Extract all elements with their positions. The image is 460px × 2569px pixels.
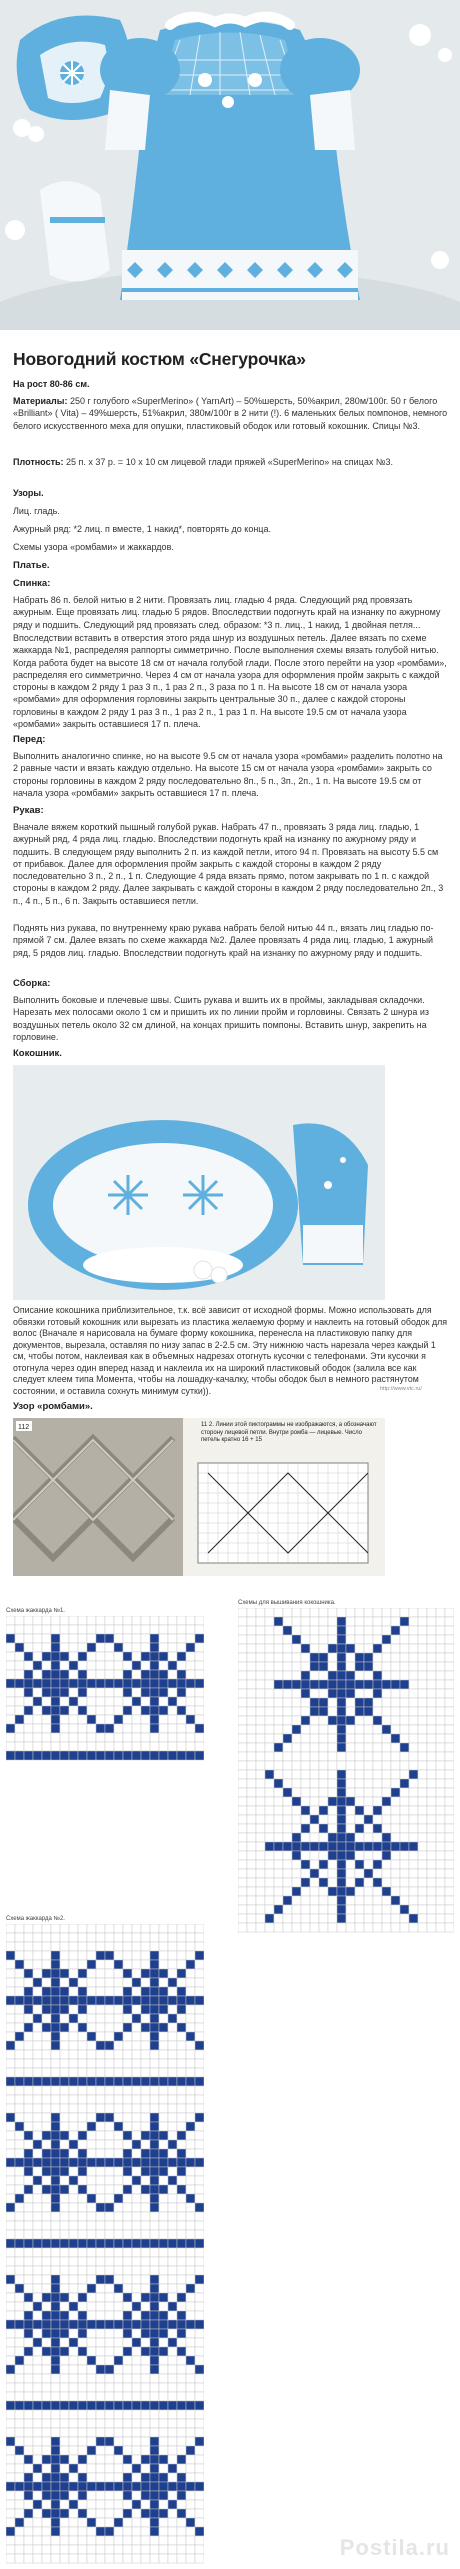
url-stamp: http://www.vtc.ru/ [380,1386,422,1392]
density-label: Плотность: [13,457,64,467]
book-caption: 11 2. Линии этой пиктограммы не изображаются, а обозначают сторону лицевой петли. Внутри ромба — лицевые. Число петель кратно 16 + 15 [201,1422,377,1443]
density-text: 25 п. х 37 р. = 10 х 10 см лицевой глади пряжей «SuperMerino» на спицах №3. [66,457,394,467]
patterns-heading: Узоры. [13,488,44,498]
sleeve-text: Вначале вяжем короткий пышный голубой рукав. Набрать 47 п., провязать 3 ряда лиц. гладью, 1 ажурный ряд, 4 ряда лиц. гладью. Впоследствии подогнуть край на изнанку по ажурному ряду и подшить. В следующем ряду выполнить 2 п. из каждой петли, итого 94 п. Провязать на высоту 5.5 см от прибавок. Далее для оформления пройм закрыть с каждой стороны в каждом 2 ряду последовательно 3 п., 2 п., 1 п. Следующие 4 ряда вязать прямо, потом закрывать по 1 п. с каждой стороны в каждом 2 ряду. Далее закрывать с каждой стороны в каждом 2 ряду последовательно 2п., 3 п., 4 п., 5 п., 6 п. Закрыть оставшиеся петли. [13,822,444,906]
pattern-item-1: Лиц. гладь. [13,506,60,516]
front-heading: Перед: [13,734,46,745]
back-text: Набрать 86 п. белой нитью в 2 нити. Провязать лиц. гладью 4 ряда. Следующий ряд провязать ажурным. Еще провязать лиц. гладью 5 рядов. Впоследствии подогнуть край на изнанку по ажурному ряду и подшить. Следующий ряд провязать след. образом: *3 п. лиц., 1 накид, 1 двойная петля... [13,595,441,630]
kokoshnik-embroidery-chart [238,1608,454,1938]
density-paragraph [13,456,449,468]
assembly-heading: Сборка: [13,978,51,989]
back-heading: Спинка: [13,578,51,589]
materials-paragraph [13,395,449,432]
rhombus-heading: Узор «ромбами». [13,1401,93,1412]
pattern-item-2: Ажурный ряд: *2 лиц. п вместе, 1 накид*, повторять до конца. [13,524,271,534]
chart2-title: Схема жаккарда №2. [6,1916,65,1922]
watermark: Postila.ru [339,2535,450,2560]
kokoshnik-text: Описание кокошника приблизительное, т.к. всё зависит от исходной формы. Можно использовать для обвязки готовый кокошник или вырезать из пластика желаемую форму и наклеить на готовый ободок для волос (Вначале я нарисовала на бумаге форму кокошника, перенесла на пластиковую папку для документов, вырезала, оставляя по низу запас в 2-2.5 см. Эту нижнюю часть нарезала через каждый 1 см, чтобы потом, наклеивая как в объемных надрезах отогнуть кусочки с телефонами. Эти кусочки я отогнула через один вперед назад и наклеила их на широкий пластиковый ободок (залила все как следует клеем типа Момента, чтобы на лошадку-качалку, чтобы ободок был в немного растянутом состоянии, и оставила сохнуть минимум сутки)). [13,1305,447,1396]
kokoshnik-photo [13,1065,385,1300]
chart1-title: Схема жаккарда №1. [6,1608,65,1614]
jacquard-chart-2 [6,1924,204,2564]
size-line [13,378,449,390]
sleeve-text-2: Поднять низ рукава, по внутреннему краю рукава набрать белой нитью 44 п., вязать лиц гладью по-прямой 7 см. Далее вязать по схеме жаккарда №2. Далее провязать 4 ряда лиц. гладью, 1 ажурный ряд, 5 рядов лиц. гладью. Впоследствии подогнуть край на изнанку по ажурному ряду и подшить. [13,923,434,958]
size-text: На рост 80-86 см. [13,379,90,389]
pattern-item-3: Схемы узора «ромбами» и жаккардов. [13,542,174,552]
dress-heading: Платье. [13,560,50,571]
costume-photo [0,0,460,330]
jacquard-chart-1 [6,1616,204,1764]
materials-label: Материалы: [13,396,68,406]
back-text-2: Впоследствии вставить в отверстия этого ряда шнур из воздушных петель. Далее вязать по схеме жаккарда №1, распределяя раппорты симметрично. После выполнения схемы вязать голубой нитью. Когда работа будет на высоте 18 см от начала голубой глади. После этого перейти на узор «ромбами», распределяя его симметрично. Через 4 см от начала узора для оформления пройм закрыть с каждой стороны в каждом 2 ряду 1 раз 3 п., 1 раз 2 п., 3 раза по 1 п. На высоте 18 см от начала узора «ромбами» для оформления горловины закрыть центральные 30 п., далее с каждой стороны горловины в каждом 2 ряду 1 раз 3 п., 1 раз 2 п., 1 раз 1 п. На высоте 19.5 см от начала узора «ромбами» закрыть оставшиеся 17 п. плеча. [13,633,447,730]
kokoshnik-heading: Кокошник. [13,1048,62,1059]
sleeve-heading: Рукав: [13,805,44,816]
chart-kok-title: Схемы для вышивания кокошника. [238,1600,336,1606]
front-text: Выполнить аналогично спинке, но на высоте 9.5 см от начала узора «ромбами» разделить полотно на 2 равные части и вязать каждую отдельно. На высоте 15 см от начала узора «ромбами» закрыть со стороны горловины в каждом 2 ряду последовательно 8п., 5 п., 3п., 2п., 1 п. На высоте 19.5 см от начала узора «ромбами» закрыть оставшиеся 17 п. плеча. [13,751,443,798]
book-page-number: 112 [18,1424,30,1431]
article-title: Новогодний костюм «Снегурочка» [13,349,306,369]
rhombus-pattern-image [13,1418,385,1576]
materials-text: 250 г голубого «SuperMerino» ( YarnArt) – 50%шерсть, 50%акрил, 280м/100г. 50 г белого «Brilliant» ( Vita) – 49%шерсть, 51%акрил, 380м/100г в 2 нити (!). 6 маленьких белых помпонов, немного белого искусственного меха для опушки, пластиковый ободок или готовый кокошник. Спицы №3. [13,396,448,431]
assembly-text: Выполнить боковые и плечевые швы. Сшить рукава и вшить их в проймы, закладывая складочки. Нарезать мех полосами около 1 см и пришить их по линии пройм и горловины. Связать 2 шнура из воздушных петель около 32 см длиной, на концах пришить помпоны. Вставить шнур, закрепить на горловине. [13,995,430,1042]
